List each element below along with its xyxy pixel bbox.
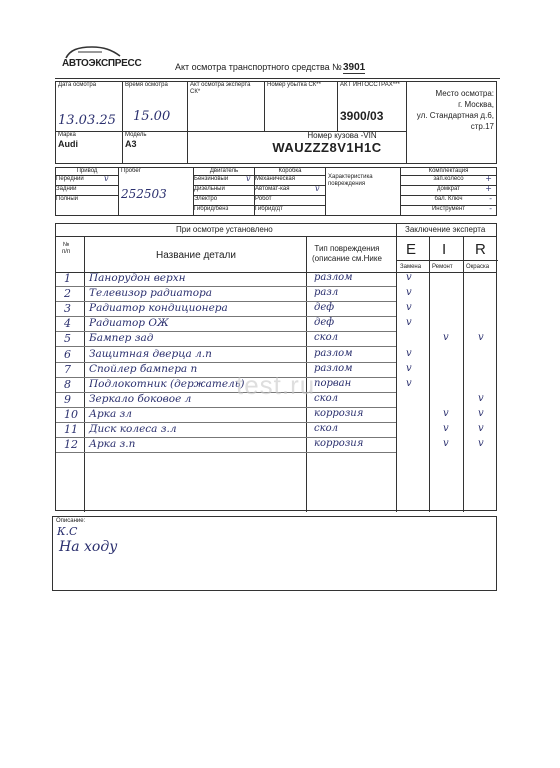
date-cell <box>56 82 123 132</box>
row-number: 1 <box>64 272 71 285</box>
repair-mark: v <box>443 332 449 344</box>
damage-char-label: повреждения <box>328 181 366 187</box>
table-row <box>56 423 498 438</box>
damage-type: скол <box>314 332 338 344</box>
drive-cell <box>56 168 119 216</box>
damage-type: разлом <box>314 272 353 283</box>
table-row <box>56 272 498 287</box>
col-e-header: E <box>406 241 417 258</box>
header-divider <box>55 78 500 79</box>
col-type-header: Тип повреждения (описание см.Нике <box>312 244 382 263</box>
act-title: Акт осмотра транспортного средства № <box>175 62 342 72</box>
act-ingos-cell <box>338 82 407 132</box>
part-name: Телевизор радиатора <box>89 287 213 300</box>
part-name: Радиатор ОЖ <box>89 317 169 330</box>
part-name: Панорудон верхн <box>89 272 186 284</box>
gearbox-row: Автомат-кая v <box>255 186 325 196</box>
make-cell <box>56 132 123 164</box>
gearbox-row: Гибрид/дт <box>255 206 283 212</box>
damage-char-cell <box>326 168 401 216</box>
part-name: Арка з.п <box>89 438 136 451</box>
place-line: ул. Стандартная д.6, <box>416 111 494 120</box>
damage-table <box>55 223 497 511</box>
part-name: Защитная дверца л.п <box>89 347 212 360</box>
col-i-sub: Ремонт <box>432 264 453 270</box>
time-cell <box>123 82 188 132</box>
mileage-label: Пробег <box>121 168 141 174</box>
engine-header: Двигатель <box>194 168 254 176</box>
row-number: 3 <box>64 302 71 316</box>
drive-header: Привод <box>56 168 118 176</box>
part-name: Арка зл <box>89 407 132 420</box>
model-cell <box>123 132 188 164</box>
part-name: Радиатор кондиционера <box>89 302 228 315</box>
vin-value: WAUZZZ8V1H1C <box>272 140 382 155</box>
col-r-header: R <box>475 241 486 258</box>
section-conclusion-label: Заключение эксперта <box>405 225 486 234</box>
company-logo <box>58 44 142 72</box>
drive-row: Полный <box>56 196 78 202</box>
damage-type: скол <box>314 423 338 434</box>
make-value: Audi <box>58 139 78 149</box>
model-label: Модель <box>125 132 147 138</box>
col-i-header: I <box>442 241 447 258</box>
logo-text: АВТОЭКСПРЕСС <box>62 58 142 69</box>
kit-row: зап.колесо + <box>401 176 496 186</box>
row-number: 6 <box>64 347 71 361</box>
damage-type: разлом <box>314 347 353 359</box>
paint-mark: v <box>478 423 484 434</box>
notes-box <box>52 516 497 591</box>
notes-label: Описание: <box>56 518 86 524</box>
kit-row: бал. Ключ - <box>401 196 496 206</box>
spec-table <box>55 167 497 216</box>
paint-mark: v <box>478 392 484 404</box>
notes-line: На ходу <box>59 539 118 555</box>
place-line: г. Москва, <box>458 100 494 109</box>
col-r-sub: Окраска <box>466 264 490 270</box>
damage-type: коррозия <box>314 438 364 450</box>
row-number: 12 <box>64 438 78 452</box>
loss-number-cell <box>265 82 338 132</box>
act-ingos-label: АКТ ИНГОССТРАХ*** <box>340 82 400 88</box>
part-name: Диск колеса з.л <box>89 423 177 435</box>
replace-mark: v <box>406 317 412 329</box>
row-number: 4 <box>64 317 71 331</box>
kit-cell <box>401 168 497 216</box>
section-found-label: При осмотре установлено <box>176 225 273 234</box>
gearbox-header: Коробка <box>255 168 325 176</box>
kit-row: домкрат + <box>401 186 496 196</box>
damage-type: разл <box>314 287 339 299</box>
replace-mark: v <box>406 302 412 314</box>
damage-type: деф <box>314 302 335 314</box>
paint-mark: v <box>478 438 484 450</box>
gearbox-row: Робот <box>255 196 325 206</box>
gearbox-row: Механическая <box>255 176 325 186</box>
drive-row: Задний <box>56 186 118 196</box>
col-e-sub: Замена <box>400 264 422 270</box>
replace-mark: v <box>406 272 412 283</box>
make-label: Марка <box>58 132 76 138</box>
part-name: Спойлер бампера п <box>89 362 198 375</box>
place-label: Место осмотра: <box>435 89 494 98</box>
row-number: 2 <box>64 287 71 301</box>
table-row <box>56 408 498 423</box>
col-name-header: Название детали <box>156 250 236 261</box>
repair-mark: v <box>443 423 449 434</box>
replace-mark: v <box>406 362 412 374</box>
row-number: 5 <box>64 332 71 346</box>
paint-mark: v <box>478 407 484 419</box>
row-number: 9 <box>64 392 71 406</box>
time-label: Время осмотра <box>125 82 168 88</box>
engine-row: Бензиновый v <box>194 176 254 186</box>
part-name: Подлокотник (держатель) <box>89 377 245 390</box>
damage-type: скол <box>314 392 338 404</box>
expert-act-cell <box>188 82 265 132</box>
row-number: 10 <box>64 407 78 421</box>
model-value: A3 <box>125 139 137 149</box>
col-num-header: № п/п <box>62 242 71 255</box>
top-info-table <box>55 81 497 164</box>
vin-cell <box>188 132 407 164</box>
table-row <box>56 348 498 363</box>
engine-row: Гибрид/бенз <box>194 206 229 212</box>
act-ingos-value: 3900/03 <box>340 109 384 123</box>
gearbox-cell <box>255 168 326 216</box>
damage-type: разлом <box>314 362 353 374</box>
table-row <box>56 317 498 332</box>
engine-row: Электро <box>194 196 254 206</box>
mileage-value: 252503 <box>121 187 167 201</box>
table-row <box>56 438 498 453</box>
place-line: стр.17 <box>470 122 494 131</box>
kit-row: Инструмент - <box>431 204 492 213</box>
place-cell <box>407 82 497 164</box>
row-number: 11 <box>64 423 78 436</box>
repair-mark: v <box>443 407 449 419</box>
row-number: 7 <box>64 362 71 376</box>
engine-cell <box>194 168 255 216</box>
table-row <box>56 332 498 347</box>
date-value: 13.03.25 <box>58 113 116 128</box>
part-name: Бампер зад <box>89 332 154 345</box>
damage-char-label: Характеристика <box>328 174 373 180</box>
vin-label: Номер кузова -VIN <box>307 131 377 140</box>
time-value: 15.00 <box>133 109 171 124</box>
damage-type: порван <box>314 377 352 389</box>
replace-mark: v <box>406 287 412 299</box>
act-number: 3901 <box>343 62 366 73</box>
notes-line: К.С <box>57 525 78 538</box>
table-row <box>56 287 498 302</box>
part-name: Зеркало боковое л <box>89 392 192 405</box>
date-label: Дата осмотра <box>58 82 97 88</box>
engine-row: Дизельный <box>194 186 254 196</box>
repair-mark: v <box>443 438 449 450</box>
drive-row: Передний v <box>56 176 118 186</box>
watermark: test.ru <box>236 370 316 400</box>
replace-mark: v <box>406 377 412 389</box>
paint-mark: v <box>478 332 484 344</box>
damage-type: деф <box>314 317 335 329</box>
damage-type: коррозия <box>314 407 364 419</box>
kit-header: Комплектация <box>401 168 496 176</box>
replace-mark: v <box>406 347 412 359</box>
loss-number-label: Номер убытка СК** <box>267 82 321 88</box>
expert-act-label: Акт осмотра эксперта СК* <box>190 82 251 95</box>
table-row <box>56 302 498 317</box>
row-number: 8 <box>64 377 71 391</box>
mileage-cell <box>119 168 194 216</box>
